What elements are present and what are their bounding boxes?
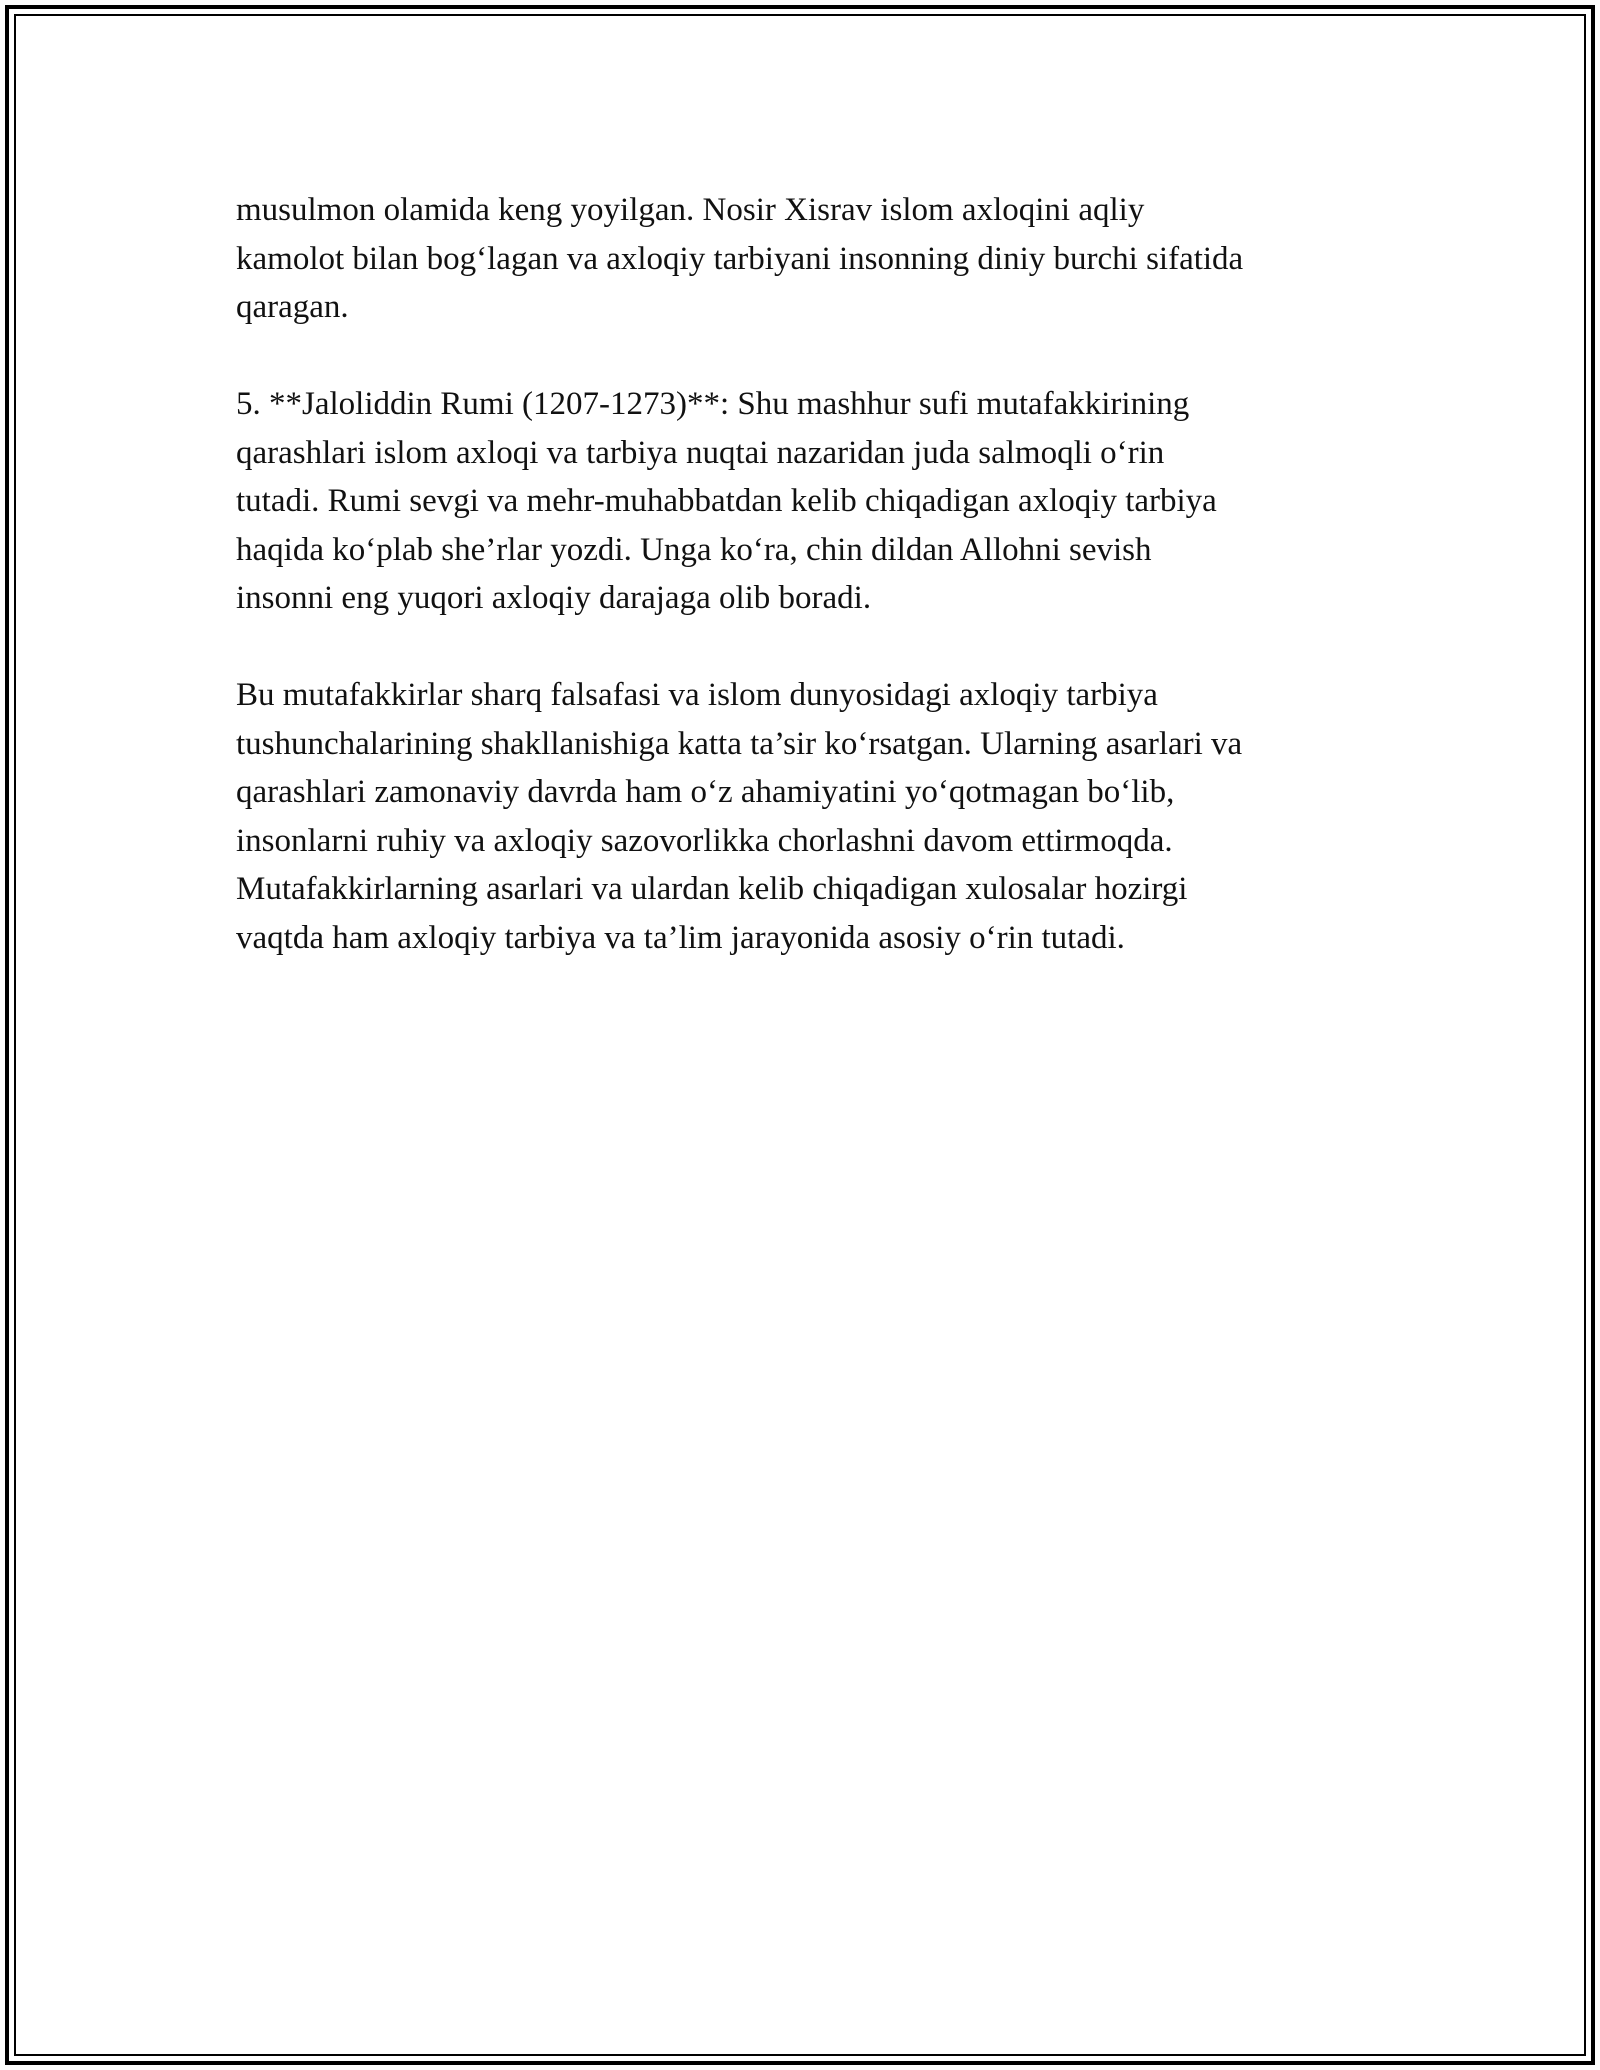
paragraph-jaloliddin-rumi: 5. **Jaloliddin Rumi (1207-1273)**: Shu mashhur sufi mutafakkirining qarashlari islom axloqi va tarbiya nuqtai nazaridan juda salmoqli o‘rin tutadi. Rumi sevgi va mehr-muhabbatdan kelib chiqadigan axloqiy tarbiya haqida ko‘plab she’rlar yozdi. Unga ko‘ra, chin dildan Allohni sevish insonni eng yuqori axloqiy darajaga olib boradi.: [236, 386, 1217, 616]
document-body: [236, 186, 1376, 1011]
paragraph-nosir-xisrav: musulmon olamida keng yoyilgan. Nosir Xisrav islom axloqini aqliy kamolot bilan bog‘lagan va axloqiy tarbiyani insonning diniy burchi sifatida qaragan.: [236, 192, 1244, 325]
paragraph-conclusion: Bu mutafakkirlar sharq falsafasi va islom dunyosidagi axloqiy tarbiya tushunchalarining shakllanishiga katta ta’sir ko‘rsatgan. Ularning asarlari va qarashlari zamonaviy davrda ham o‘z ahamiyatini yo‘qotmagan bo‘lib, insonlarni ruhiy va axloqiy sazovorlikka chorlashni davom ettirmoqda. Mutafakkirlarning asarlari va ulardan kelib chiqadigan xulosalar hozirgi vaqtda ham axloqiy tarbiya va ta’lim jarayonida asosiy o‘rin tutadi.: [236, 677, 1243, 956]
